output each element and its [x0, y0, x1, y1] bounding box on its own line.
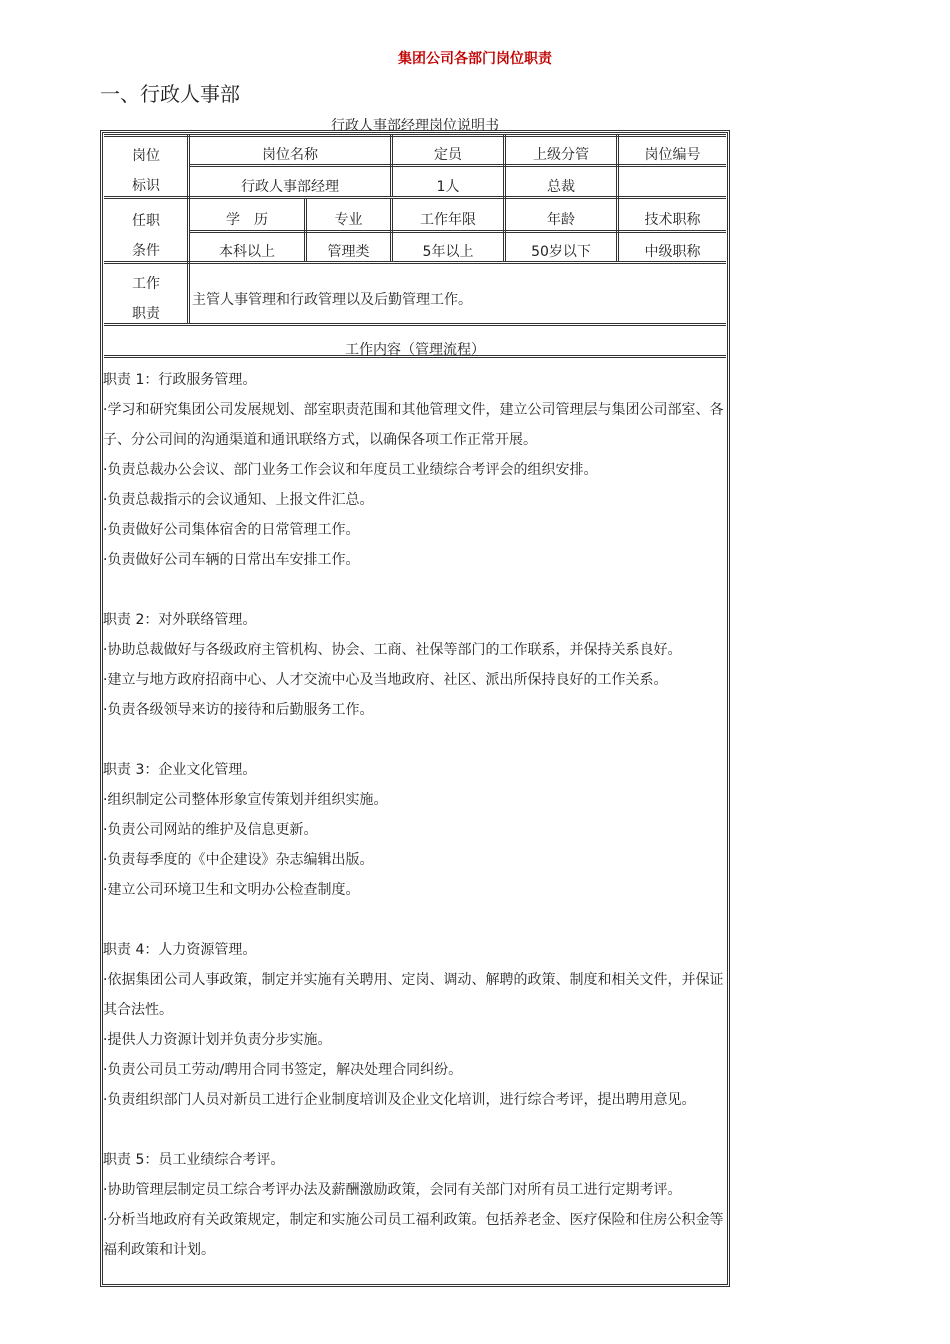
row-label-requirements [104, 206, 188, 266]
duty-item: ·分析当地政府有关政策规定，制定和实施公司员工福利政策。包括养老金、医疗保险和住房公积金等福利政策和计划。 [103, 1212, 724, 1258]
value-supervisor: 总裁 [547, 179, 575, 195]
header-post-name: 岗位名称 [262, 147, 318, 163]
duty-item: ·负责总裁办公会议、部门业务工作会议和年度员工业绩综合考评会的组织安排。 [103, 462, 598, 478]
table-rule [104, 134, 726, 137]
header-years: 工作年限 [420, 212, 476, 228]
header-title: 技术职称 [644, 212, 701, 228]
table-rule [189, 230, 726, 233]
duty-item: ·负责做好公司车辆的日常出车安排工作。 [103, 552, 360, 568]
row-label-line: 任职 [132, 213, 160, 229]
header-post-code: 岗位编号 [644, 147, 701, 163]
header-age: 年龄 [547, 212, 575, 228]
value-title: 中级职称 [644, 244, 701, 260]
duty-item: ·负责各级领导来访的接待和后勤服务工作。 [103, 702, 374, 718]
section-gap [103, 725, 727, 755]
duty-item: ·负责公司网站的维护及信息更新。 [103, 822, 318, 838]
section-gap [103, 1115, 727, 1145]
duty-item: ·依据集团公司人事政策，制定并实施有关聘用、定岗、调动、解聘的政策、制度和相关文件，并保证其合法性。 [103, 972, 724, 1018]
duty-heading: 职责 2：对外联络管理。 [103, 612, 257, 628]
duty-heading: 职责 4：人力资源管理。 [103, 942, 257, 958]
row-label-post-id [104, 141, 188, 201]
header-major: 专业 [334, 212, 363, 228]
duties-body [103, 365, 727, 1265]
duty-item: ·负责总裁指示的会议通知、上报文件汇总。 [103, 492, 374, 508]
duty-item: ·协助管理层制定员工综合考评办法及薪酬激励政策，会同有关部门对所有员工进行定期考评。 [103, 1182, 682, 1198]
row-label-duties [104, 269, 188, 329]
header-education: 学 历 [226, 212, 268, 228]
row-label-line: 职责 [132, 306, 160, 322]
value-duty-summary: 主管人事管理和行政管理以及后勤管理工作。 [192, 292, 472, 308]
row-label-line: 岗位 [132, 148, 160, 164]
header-headcount: 定员 [434, 147, 462, 163]
duty-item: ·建立与地方政府招商中心、人才交流中心及当地政府、社区、派出所保持良好的工作关系。 [103, 672, 668, 688]
section-heading: 一、行政人事部 [100, 82, 240, 106]
value-major: 管理类 [327, 244, 370, 260]
row-label-line: 标识 [132, 178, 160, 194]
duty-item: ·负责每季度的《中企建设》杂志编辑出版。 [103, 852, 374, 868]
section-gap [103, 905, 727, 935]
duty-item: ·建立公司环境卫生和文明办公检查制度。 [103, 882, 360, 898]
duty-heading: 职责 3：企业文化管理。 [103, 762, 257, 778]
duty-item: ·提供人力资源计划并负责分步实施。 [103, 1032, 332, 1048]
duty-item: ·协助总裁做好与各级政府主管机构、协会、工商、社保等部门的工作联系，并保持关系良好。 [103, 642, 682, 658]
duty-item: ·负责组织部门人员对新员工进行企业制度培训及企业文化培训，进行综合考评，提出聘用意见。 [103, 1092, 696, 1108]
row-label-line: 条件 [132, 243, 160, 259]
document-title: 集团公司各部门岗位职责 [398, 51, 552, 67]
duty-item: ·负责做好公司集体宿舍的日常管理工作。 [103, 522, 360, 538]
table-rule [104, 323, 726, 326]
value-headcount: 1人 [436, 179, 460, 195]
duty-item: ·组织制定公司整体形象宣传策划并组织实施。 [103, 792, 388, 808]
form-subtitle: 行政人事部经理岗位说明书 [331, 118, 499, 134]
content-header: 工作内容（管理流程） [345, 342, 485, 358]
header-supervisor: 上级分管 [533, 147, 589, 163]
value-post-name: 行政人事部经理 [241, 179, 339, 195]
value-years: 5年以上 [422, 244, 474, 260]
row-label-line: 工作 [132, 276, 160, 292]
duty-heading: 职责 1：行政服务管理。 [103, 372, 257, 388]
section-gap [103, 575, 727, 605]
value-age: 50岁以下 [531, 244, 591, 260]
duty-item: ·学习和研究集团公司发展规划、部室职责范围和其他管理文件，建立公司管理层与集团公司部室、各子、分公司间的沟通渠道和通讯联络方式，以确保各项工作正常开展。 [103, 402, 724, 448]
duty-item: ·负责公司员工劳动/聘用合同书签定，解决处理合同纠纷。 [103, 1062, 463, 1078]
value-education: 本科以上 [219, 244, 275, 260]
duty-heading: 职责 5：员工业绩综合考评。 [103, 1152, 285, 1168]
